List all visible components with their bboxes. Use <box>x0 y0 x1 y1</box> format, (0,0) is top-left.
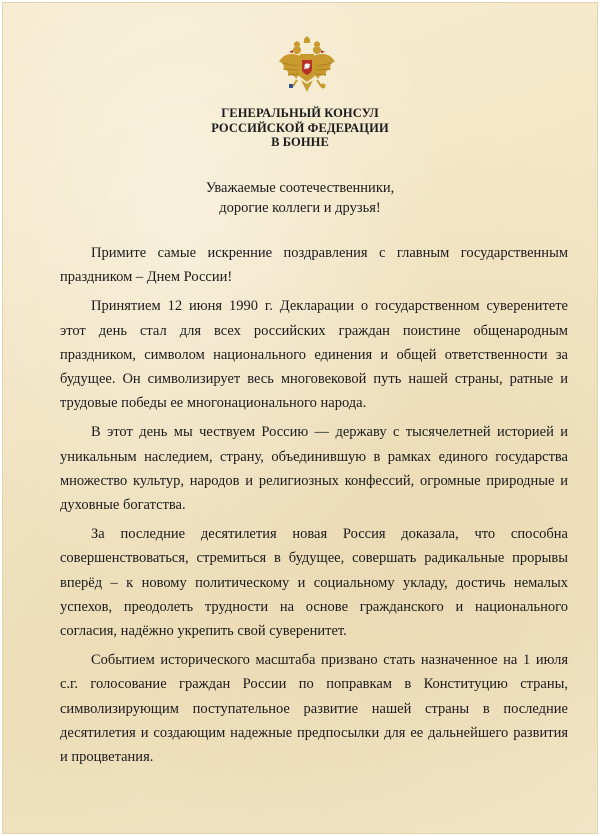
header-line-2: РОССИЙСКОЙ ФЕДЕРАЦИИ <box>211 120 389 135</box>
letter-body <box>60 241 568 774</box>
paragraph: В этот день мы чествуем Россию — державу с тысячелетней историей и уникальным наследием, страну, объединившую в рамках единого государства множество культур, народов и религиозных конфессий, огромные природные и духовные богатства. <box>60 424 568 514</box>
paragraph: Принятием 12 июня 1990 г. Декларации о государственном суверенитете этот день стал для всех российских граждан поистине общенародным праздником, символом национального единения и общей ответственности за будущее. Он символизирует весь многовековой путь нашей страны, ратные и трудовые победы ее многонационального народа. <box>60 298 568 412</box>
consul-header <box>2 106 598 150</box>
russian-double-headed-eagle-icon <box>277 36 337 96</box>
letter-page <box>2 2 598 834</box>
header-line-3: В БОННЕ <box>271 135 329 149</box>
greeting-line-1: Уважаемые соотечественники, <box>205 180 395 196</box>
greeting-line-2: дорогие коллеги и друзья! <box>219 200 381 216</box>
paragraph: Событием исторического масштаба призвано стать назначенное на 1 июля с.г. голосование граждан России по поправкам в Конституцию страны, символизирующим поступательное развитие нашей страны в последние десятилетия и создающим надежные предпосылки для ее дальнейшего развития и процветания. <box>60 652 568 766</box>
greeting <box>2 178 598 218</box>
paragraph: За последние десятилетия новая Россия доказала, что способна совершенствоваться, стремиться в будущее, совершать радикальные прорывы вперёд – к новому политическому и социальному укладу, достичь немалых успехов, преодолеть трудности на основе гражданского и национального согласия, надёжно укрепить свой суверенитет. <box>60 526 568 640</box>
paragraph: Примите самые искренние поздравления с главным государственным праздником – Днем России! <box>60 245 568 286</box>
header-line-1: ГЕНЕРАЛЬНЫЙ КОНСУЛ <box>221 106 379 120</box>
